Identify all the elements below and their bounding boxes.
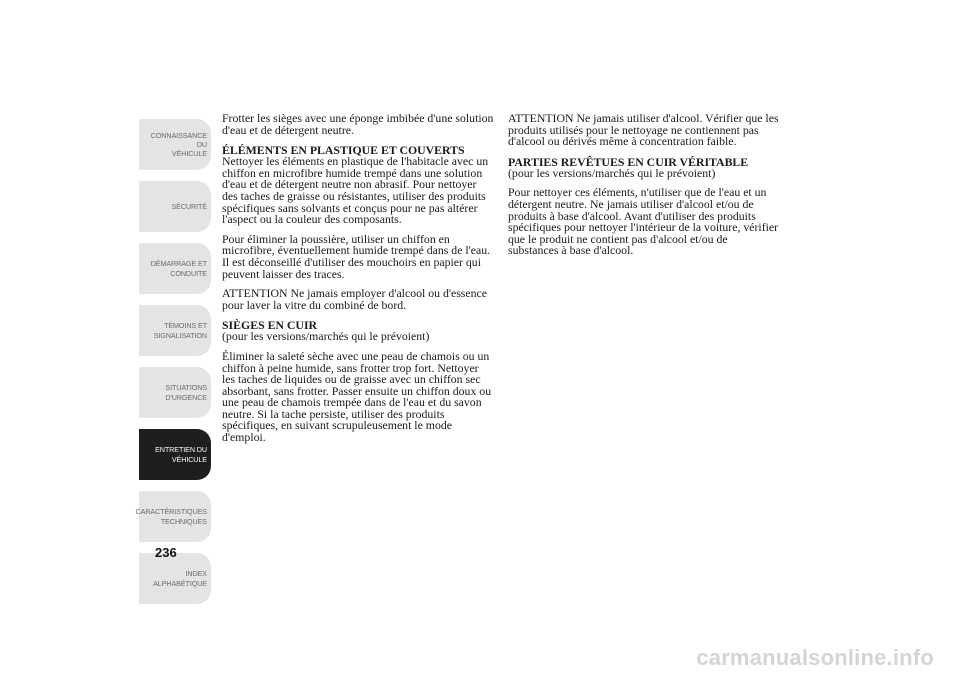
right-column xyxy=(508,113,780,265)
tab-label: SÉCURITÉ xyxy=(171,201,207,211)
tab-temoins-et-signalisation[interactable] xyxy=(139,305,211,356)
tab-label: INDEX ALPHABÉTIQUE xyxy=(153,569,207,588)
tab-label: CARACTÉRISTIQUES TECHNIQUES xyxy=(135,507,207,526)
paragraph: Éliminer la saleté sèche avec une peau de chamois ou un chiffon à peine humide, sans frotter trop fort. Nettoyer les taches de liquides ou de graisse avec un chiffon sec absorbant, sans frotter. Passer ensuite un chiffon doux ou une peau de chamois trempée dans de l'eau et du savon neutre. Si la tache persiste, utiliser des produits spécifiques, en suivant scrupuleusement le mode d'emploi. xyxy=(222,348,492,445)
page-number: 236 xyxy=(155,545,177,560)
warning-note: ATTENTION Ne jamais utiliser d'alcool. Vérifier que les produits utilisés pour le nettoyage ne contiennent pas d'alcool ou dérivés même à concentration faible. xyxy=(508,111,779,149)
tab-connaissance-du-vehicule[interactable] xyxy=(139,119,211,170)
tab-demarrage-et-conduite[interactable] xyxy=(139,243,211,294)
tab-label: CONNAISSANCE DU VÉHICULE xyxy=(150,130,207,159)
paragraph: Pour éliminer la poussière, utiliser un chiffon en microfibre, éventuellement humide trempé dans de l'eau. Il est déconseillé d'utiliser des mouchoirs en papier qui peuvent laisser des traces. xyxy=(222,231,491,281)
watermark: carmanualsonline.info xyxy=(696,645,934,670)
section-heading-plastics: ÉLÉMENTS EN PLASTIQUE ET COUVERTS xyxy=(222,143,465,158)
tab-label: DÉMARRAGE ET CONDUITE xyxy=(150,259,207,278)
tab-situations-d-urgence[interactable] xyxy=(139,367,211,418)
tab-label: SITUATIONS D'URGENCE xyxy=(165,383,207,402)
section-subheading: (pour les versions/marchés qui le prévoient) xyxy=(222,329,430,344)
warning-note: ATTENTION Ne jamais employer d'alcool ou d'essence pour laver la vitre du combiné de bord. xyxy=(222,286,488,312)
tab-index-alphabetique[interactable] xyxy=(139,553,211,604)
tab-entretien-du-vehicule[interactable] xyxy=(139,429,211,480)
section-subheading: (pour les versions/marchés qui le prévoient) xyxy=(508,165,716,180)
paragraph: Pour nettoyer ces éléments, n'utiliser que de l'eau et un détergent neutre. Ne jamais utiliser d'alcool et/ou de produits à base d'alcool. Avant d'utiliser des produits spécifiques pour nettoyer l'intérieur de la voiture, vérifier que le produit ne contient pas d'alcool et/ou de substances à base d'alcool. xyxy=(508,185,779,258)
left-column xyxy=(222,113,494,452)
tab-caracteristiques-techniques[interactable] xyxy=(135,491,211,542)
tab-securite[interactable] xyxy=(139,181,211,232)
chapter-tabs xyxy=(135,119,211,615)
section-heading-leather-parts: PARTIES REVÊTUES EN CUIR VÉRITABLE xyxy=(508,154,749,169)
section-heading-leather-seats: SIÈGES EN CUIR xyxy=(222,318,318,333)
tab-label: ENTRETIEN DU VÉHICULE xyxy=(155,445,207,464)
paragraph: Nettoyer les éléments en plastique de l'habitacle avec un chiffon en microfibre humide trempé dans une solution d'eau et de détergent neutre non abrasif. Pour nettoyer des taches de graisse ou résistantes, utiliser des produits spécifiques sans solvants et conçus pour ne pas altérer l'aspect ou la couleur des composants. xyxy=(222,154,489,227)
tab-label: TÉMOINS ET SIGNALISATION xyxy=(153,321,207,340)
intro-paragraph: Frotter les sièges avec une éponge imbibée d'une solution d'eau et de détergent neutre. xyxy=(222,111,494,137)
